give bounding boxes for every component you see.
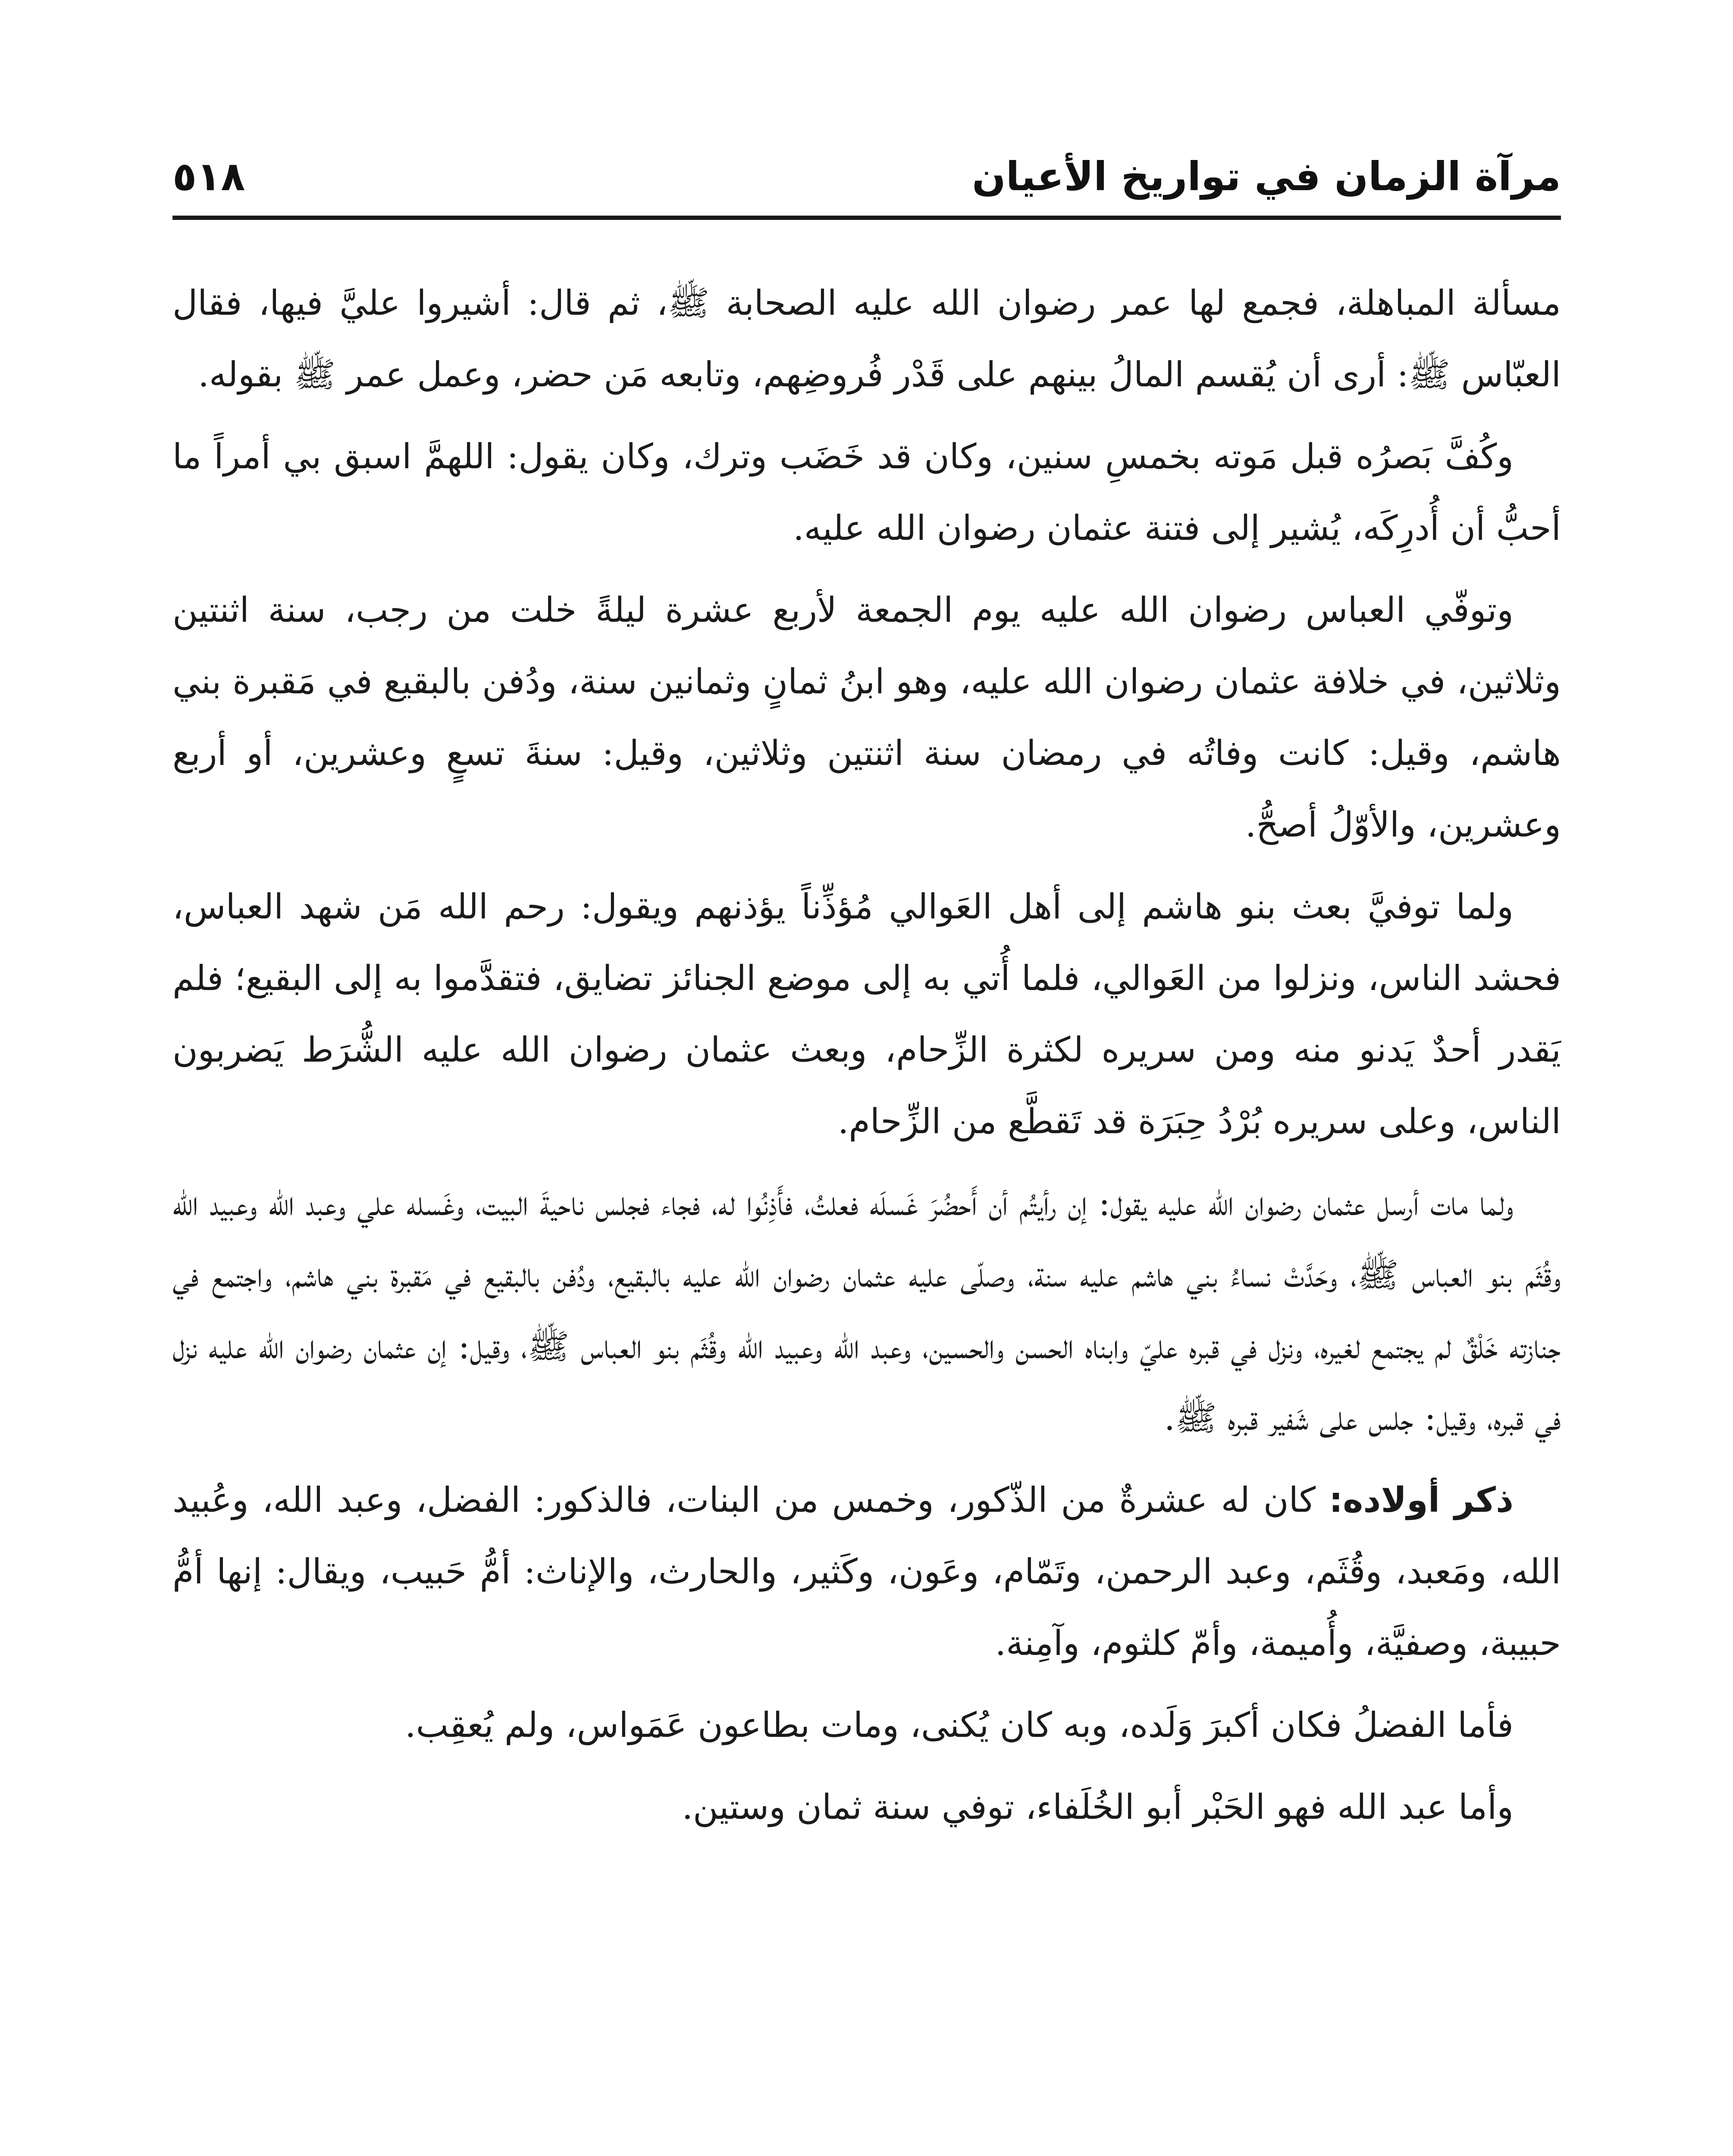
paragraph-6	[172, 1464, 1561, 1679]
paragraph-3	[172, 574, 1561, 861]
page-number: ٥١٨	[172, 154, 245, 200]
book-title: مرآة الزمان في تواريخ الأعيان	[972, 154, 1561, 200]
paragraph-text: كان له عشرةٌ من الذّكور، وخمس من البنات، فالذكور: الفضل، وعبد الله، وعُبيد الله، ومَعبد، وقُثَم، وعبد الرحمن، وتَمّام، وعَون، وكَثير، والحارث، والإناث: أمُّ حَبيب، ويقال: إنها أمُّ حبيبة، وصفيَّة، وأُميمة، وأمّ كلثوم، وآمِنة.	[172, 1480, 1561, 1663]
paragraph-4	[172, 871, 1561, 1157]
paragraph-text: وتوفّي العباس رضوان الله عليه يوم الجمعة لأربع عشرة ليلةً خلت من رجب، سنة اثنتين وثلاثين، في خلافة عثمان رضوان الله عليه، وهو ابنُ ثمانٍ وثمانين سنة، ودُفن بالبقيع في مَقبرة بني هاشم، وقيل: كانت وفاتُه في رمضان سنة اثنتين وثلاثين، وقيل: سنةَ تسعٍ وعشرين، أو أربع وعشرين، والأوّلُ أصحُّ.	[172, 590, 1561, 845]
paragraph-text: ولما توفيَّ بعث بنو هاشم إلى أهل العَوالي مُؤذِّناً يؤذنهم ويقول: رحم الله مَن شهد العباس، فحشد الناس، ونزلوا من العَوالي، فلما أُتي به إلى موضع الجنائز تضايق، فتقدَّموا به إلى البقيع؛ فلم يَقدر أحدٌ يَدنو منه ومن سريره لكثرة الزِّحام، وبعث عثمان رضوان الله عليه الشُّرَط يَضربون الناس، وعلى سريره بُرْدُ حِبَرَة قد تَقطَّع من الزِّحام.	[172, 887, 1561, 1141]
paragraph-text: وأما عبد الله فهو الحَبْر أبو الخُلَفاء، توفي سنة ثمان وستين.	[682, 1787, 1514, 1827]
paragraph-2	[172, 421, 1561, 564]
paragraph-8	[172, 1771, 1561, 1843]
paragraph-text: وكُفَّ بَصرُه قبل مَوته بخمسِ سنين، وكان قد خَضَب وترك، وكان يقول: اللهمَّ اسبق بي أمراً ما أحبُّ أن أُدرِكَه، يُشير إلى فتنة عثمان رضوان الله عليه.	[172, 436, 1561, 548]
paragraph-text: ولما مات أرسل عثمان رضوان الله عليه يقول: إن رأيتُم أن أَحضُرَ غَسلَه فعلتُ، فأَذِنُوا له، فجاء فجلس ناحيةَ البيت، وغَسله علي وعبد الله وعبيد الله وقُثَم بنو العباس ﷺ، وحَدَّتْ نساءُ بني هاشم عليه سنة، وصلّى عليه عثمان رضوان الله عليه بالبقيع، ودُفن بالبقيع في مَقبرة بني هاشم، واجتمع في جنازته خَلْقٌ لم يجتمع لغيره، ونزل في قبره عليّ وابناه الحسن والحسين، وعبد الله وعبيد الله وقُثَم بنو العباس ﷺ، وقيل: إن عثمان رضوان الله عليه نزل في قبره، وقيل: جلس على شَفير قبره ﷺ.	[172, 1183, 1561, 1438]
section-lead: ذكر أولاده:	[1329, 1480, 1514, 1520]
paragraph-text: مسألة المباهلة، فجمع لها عمر رضوان الله عليه الصحابة ﷺ، ثم قال: أشيروا عليَّ فيها، فقال العبّاس ﷺ: أرى أن يُقسم المالُ بينهم على قَدْر فُروضِهم، وتابعه مَن حضر، وعمل عمر ﷺ بقوله.	[172, 283, 1561, 395]
page-body	[172, 267, 1561, 1853]
paragraph-5	[172, 1168, 1561, 1454]
paragraph-text: فأما الفضلُ فكان أكبرَ وَلَده، وبه كان يُكنى، ومات بطاعون عَمَواس، ولم يُعقِب.	[405, 1705, 1514, 1745]
header-divider	[172, 216, 1561, 220]
running-header	[172, 129, 1561, 220]
paragraph-7	[172, 1689, 1561, 1761]
paragraph-1	[172, 267, 1561, 411]
